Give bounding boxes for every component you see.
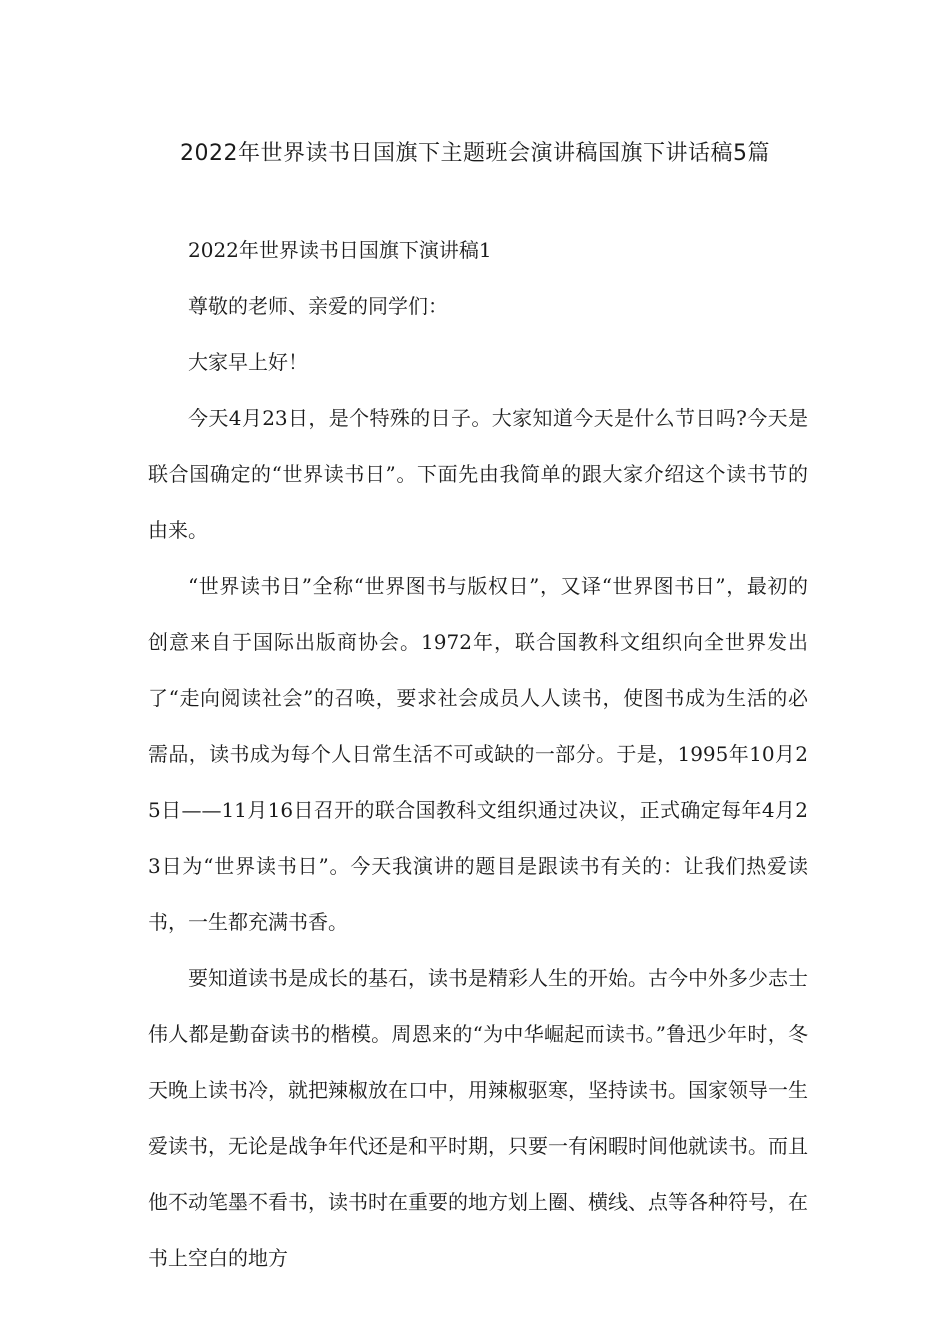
document-body — [148, 222, 808, 1286]
greeting: 大家早上好！ — [188, 350, 308, 374]
paragraph: 今天4月23日，是个特殊的日子。大家知道今天是什么节日吗?今天是联合国确定的“世界读书日”。下面先由我简单的跟大家介绍这个读书节的由来。 — [148, 406, 808, 542]
document-title: 2022年世界读书日国旗下主题班会演讲稿国旗下讲话稿5篇 — [180, 141, 770, 166]
paragraph: 要知道读书是成长的基石，读书是精彩人生的开始。古今中外多少志士伟人都是勤奋读书的楷模。周恩来的“为中华崛起而读书。”鲁迅少年时，冬天晚上读书冷，就把辣椒放在口中，用辣椒驱寒，坚持读书。国家领导一生爱读书，无论是战争年代还是和平时期，只要一有闲暇时间他就读书。而且他不动笔墨不看书，读书时在重要的地方划上圈、横线、点等各种符号，在书上空白的地方 — [148, 966, 808, 1270]
paragraph: “世界读书日”全称“世界图书与版权日”，又译“世界图书日”，最初的创意来自于国际出版商协会。1972年，联合国教科文组织向全世界发出了“走向阅读社会”的召唤，要求社会成员人人读书，使图书成为生活的必需品，读书成为每个人日常生活不可或缺的一部分。于是，1995年10月25日——11月16日召开的联合国教科文组织通过决议，正式确定每年4月23日为“世界读书日”。今天我演讲的题目是跟读书有关的：让我们热爱读书，一生都充满书香。 — [148, 574, 808, 934]
salutation: 尊敬的老师、亲爱的同学们： — [188, 294, 448, 318]
speech-heading: 2022年世界读书日国旗下演讲稿1 — [188, 238, 492, 262]
